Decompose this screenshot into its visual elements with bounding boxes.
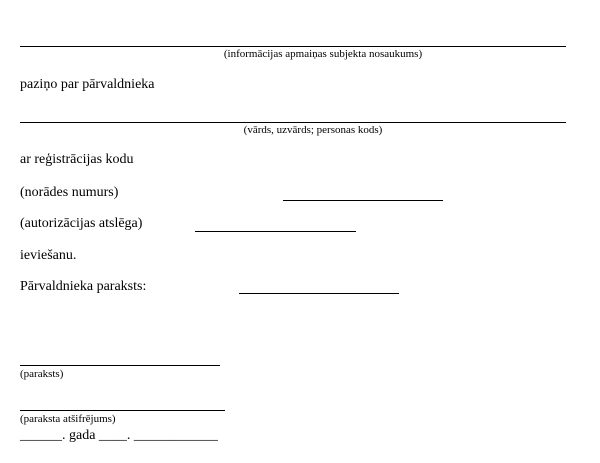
instruction-number-field[interactable]	[283, 200, 443, 201]
subject-name-caption: (informācijas apmaiņas subjekta nosaukums)	[223, 48, 423, 60]
registration-code-text: ar reģistrācijas kodu	[20, 152, 134, 167]
manager-signature-label: Pārvaldnieka paraksts:	[20, 279, 147, 294]
instruction-number-label: (norādes numurs)	[20, 185, 119, 200]
manager-name-line[interactable]	[20, 122, 566, 123]
notify-text: paziņo par pārvaldnieka	[20, 77, 155, 92]
subject-name-line[interactable]	[20, 46, 566, 47]
signature-caption: (paraksts)	[20, 368, 64, 380]
manager-signature-field[interactable]	[239, 293, 399, 294]
signature-decode-line[interactable]	[20, 410, 225, 411]
authorization-key-field[interactable]	[195, 231, 356, 232]
manager-name-caption: (vārds, uzvārds; personas kods)	[243, 124, 383, 136]
signature-decode-caption: (paraksta atšifrējums)	[20, 413, 116, 425]
signature-line[interactable]	[20, 365, 220, 366]
introduction-text: ieviešanu.	[20, 248, 77, 263]
date-line[interactable]: ______. gada ____. ____________	[20, 428, 218, 443]
authorization-key-label: (autorizācijas atslēga)	[20, 216, 143, 231]
